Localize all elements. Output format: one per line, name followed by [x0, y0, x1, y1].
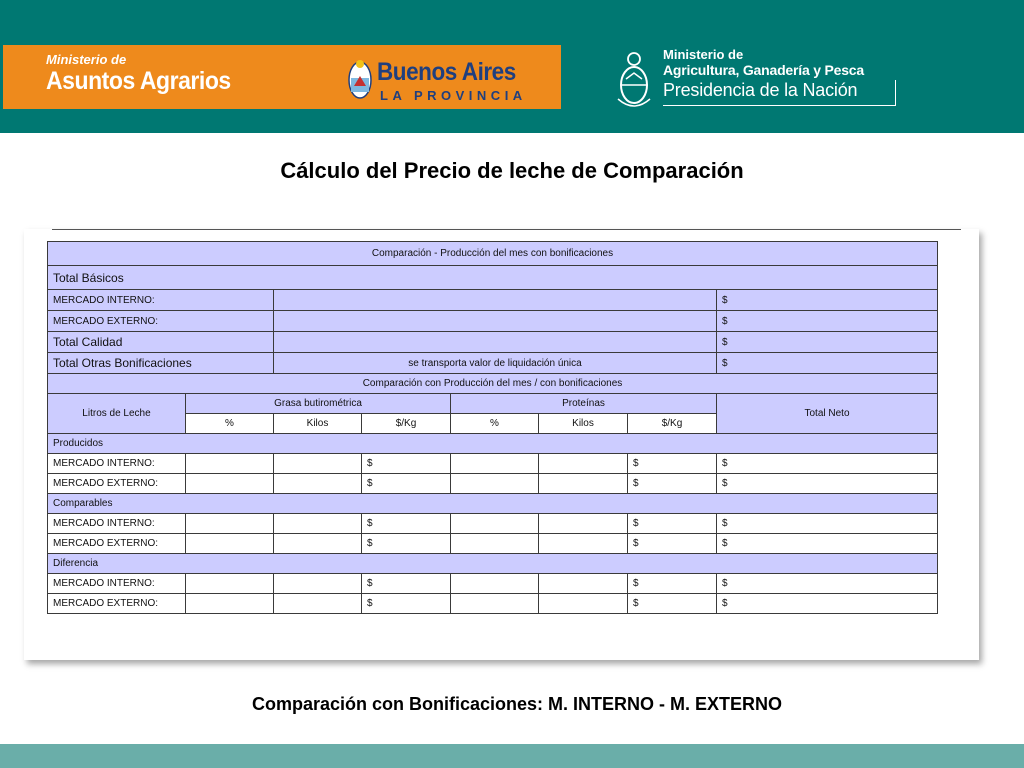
column-group-row [48, 394, 938, 414]
comparison-table [47, 241, 938, 614]
table-row [48, 574, 938, 594]
grasa-pct-cell[interactable] [186, 534, 274, 554]
grasa-kilos-cell[interactable] [274, 574, 362, 594]
proteinas-perkg-cell[interactable]: $ [628, 574, 717, 594]
basicos-interno-value[interactable] [274, 290, 717, 311]
section-label-diferencia: Diferencia [48, 554, 938, 574]
basicos-interno-row [48, 290, 938, 311]
total-calidad-row [48, 332, 938, 353]
logo-divider [895, 80, 896, 106]
national-ministry-label: Ministerio de [663, 47, 744, 62]
row-label: MERCADO EXTERNO: [48, 534, 186, 554]
table-header-title: Comparación - Producción del mes con bonificaciones [48, 242, 938, 266]
section-label-comparables: Comparables [48, 494, 938, 514]
proteinas-perkg-cell[interactable]: $ [628, 514, 717, 534]
proteinas-pct-cell[interactable] [451, 514, 539, 534]
proteinas-kilos-header: Kilos [539, 414, 628, 434]
proteinas-kilos-cell[interactable] [539, 534, 628, 554]
ministry-name: Asuntos Agrarios [46, 67, 231, 95]
card-top-rule [52, 229, 961, 230]
proteinas-kilos-cell[interactable] [539, 594, 628, 614]
grasa-kilos-cell[interactable] [274, 454, 362, 474]
table-row [48, 594, 938, 614]
grasa-kilos-cell[interactable] [274, 514, 362, 534]
proteinas-pct-cell[interactable] [451, 594, 539, 614]
table-row [48, 534, 938, 554]
row-label: MERCADO INTERNO: [48, 454, 186, 474]
proteinas-pct-cell[interactable] [451, 574, 539, 594]
total-basicos-row [48, 266, 938, 290]
grasa-pct-cell[interactable] [186, 474, 274, 494]
mercado-interno-label: MERCADO INTERNO: [48, 290, 274, 311]
row-label: MERCADO EXTERNO: [48, 474, 186, 494]
table-row [48, 474, 938, 494]
section-row [48, 494, 938, 514]
total-basicos-label: Total Básicos [48, 266, 938, 290]
grasa-perkg-cell[interactable]: $ [362, 594, 451, 614]
total-otras-row [48, 353, 938, 374]
table-subheader-row [48, 374, 938, 394]
grasa-pct-cell[interactable] [186, 594, 274, 614]
row-label: MERCADO INTERNO: [48, 514, 186, 534]
total-calidad-total[interactable]: $ [717, 332, 938, 353]
presidency-label: Presidencia de la Nación [663, 80, 858, 100]
argentina-emblem-icon [614, 49, 654, 111]
proteinas-perkg-header: $/Kg [628, 414, 717, 434]
total-calidad-label: Total Calidad [48, 332, 274, 353]
grasa-perkg-cell[interactable]: $ [362, 514, 451, 534]
table-row [48, 454, 938, 474]
total-otras-label: Total Otras Bonificaciones [48, 353, 274, 374]
national-ministry-name: Agricultura, Ganadería y Pesca [663, 62, 864, 78]
proteinas-kilos-cell[interactable] [539, 454, 628, 474]
total-neto-cell[interactable]: $ [717, 594, 938, 614]
total-neto-cell[interactable]: $ [717, 474, 938, 494]
proteinas-perkg-cell[interactable]: $ [628, 594, 717, 614]
litros-header: Litros de Leche [48, 394, 186, 434]
grasa-perkg-cell[interactable]: $ [362, 454, 451, 474]
proteinas-pct-cell[interactable] [451, 534, 539, 554]
total-neto-cell[interactable]: $ [717, 454, 938, 474]
grasa-kilos-cell[interactable] [274, 534, 362, 554]
footer-caption: Comparación con Bonificaciones: M. INTERNO - M. EXTERNO [251, 694, 783, 714]
total-otras-total[interactable]: $ [717, 353, 938, 374]
table-row [48, 514, 938, 534]
proteinas-perkg-cell[interactable]: $ [628, 454, 717, 474]
total-calidad-value[interactable] [274, 332, 717, 353]
ministry-small-label: Ministerio de [46, 52, 127, 67]
proteinas-kilos-cell[interactable] [539, 574, 628, 594]
total-neto-header: Total Neto [717, 394, 938, 434]
grasa-perkg-cell[interactable]: $ [362, 574, 451, 594]
basicos-externo-value[interactable] [274, 311, 717, 332]
proteinas-header: Proteínas [451, 394, 717, 414]
proteinas-perkg-cell[interactable]: $ [628, 534, 717, 554]
table-card [24, 229, 979, 660]
grasa-header: Grasa butirométrica [186, 394, 451, 414]
grasa-pct-header: % [186, 414, 274, 434]
proteinas-perkg-cell[interactable]: $ [628, 474, 717, 494]
proteinas-pct-cell[interactable] [451, 474, 539, 494]
grasa-pct-cell[interactable] [186, 454, 274, 474]
section-row [48, 434, 938, 454]
table-header-row [48, 242, 938, 266]
grasa-kilos-cell[interactable] [274, 474, 362, 494]
province-subtitle: LA PROVINCIA [380, 88, 527, 103]
total-neto-cell[interactable]: $ [717, 514, 938, 534]
bottom-band [0, 744, 1024, 768]
grasa-perkg-cell[interactable]: $ [362, 534, 451, 554]
grasa-kilos-header: Kilos [274, 414, 362, 434]
logo-underline [663, 105, 896, 106]
buenos-aires-shield-icon [347, 56, 373, 104]
total-neto-cell[interactable]: $ [717, 534, 938, 554]
row-label: MERCADO EXTERNO: [48, 594, 186, 614]
total-neto-cell[interactable]: $ [717, 574, 938, 594]
row-label: MERCADO INTERNO: [48, 574, 186, 594]
grasa-perkg-cell[interactable]: $ [362, 474, 451, 494]
transporta-note: se transporta valor de liquidación única [274, 353, 717, 374]
proteinas-kilos-cell[interactable] [539, 514, 628, 534]
grasa-perkg-header: $/Kg [362, 414, 451, 434]
table-subheader-title: Comparación con Producción del mes / con bonificaciones [48, 374, 938, 394]
section-label-producidos: Producidos [48, 434, 938, 454]
basicos-externo-total[interactable]: $ [717, 311, 938, 332]
mercado-externo-label: MERCADO EXTERNO: [48, 311, 274, 332]
basicos-externo-row [48, 311, 938, 332]
proteinas-pct-header: % [451, 414, 539, 434]
proteinas-kilos-cell[interactable] [539, 474, 628, 494]
basicos-interno-total[interactable]: $ [717, 290, 938, 311]
province-name: Buenos Aires [377, 58, 516, 86]
proteinas-pct-cell[interactable] [451, 454, 539, 474]
grasa-pct-cell[interactable] [186, 514, 274, 534]
slide-title: Cálculo del Precio de leche de Comparación [280, 158, 744, 183]
grasa-kilos-cell[interactable] [274, 594, 362, 614]
section-row [48, 554, 938, 574]
grasa-pct-cell[interactable] [186, 574, 274, 594]
